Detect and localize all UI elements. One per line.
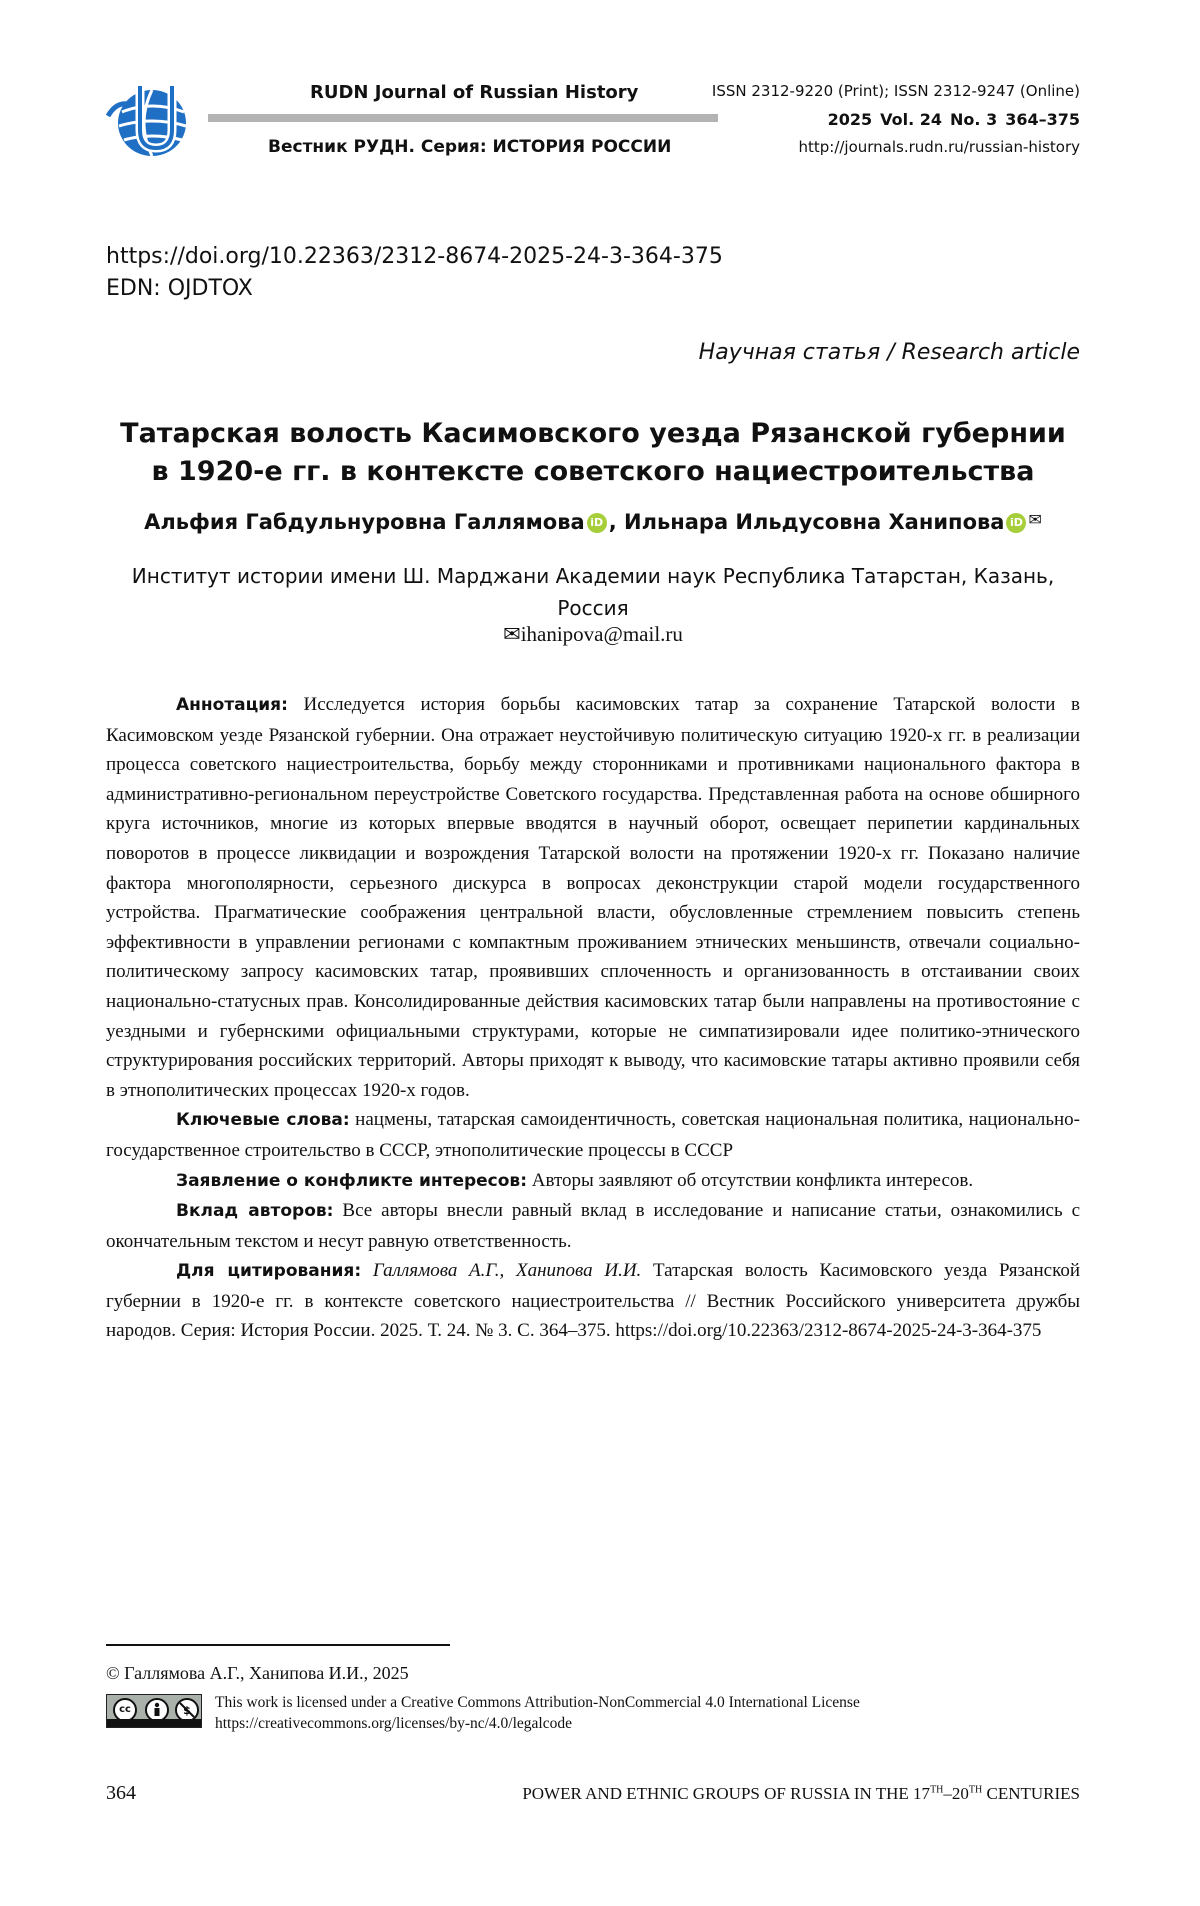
running-title-sup-1: TH — [930, 1784, 943, 1795]
keywords-text: нацмены, татарская самоидентичность, советская национальная политика, национально-государственное строительство в СССР, этнополитические процессы в СССР — [106, 1109, 1080, 1161]
abstract-label: Аннотация: — [176, 695, 288, 715]
keywords-label: Ключевые слова: — [176, 1110, 350, 1130]
abstract-block — [106, 690, 1080, 1346]
conflict-label: Заявление о конфликте интересов: — [176, 1171, 527, 1191]
envelope-icon: ✉ — [1028, 510, 1041, 529]
citation-paragraph — [106, 1256, 1080, 1346]
issue-year: 2025 — [828, 110, 873, 129]
page-number: 364 — [106, 1782, 136, 1805]
issue-pages: 364–375 — [1005, 110, 1080, 129]
author-1: Альфия Габдульнуровна Галлямова — [144, 510, 585, 534]
issue-info — [820, 110, 1080, 129]
copyright: © Галлямова А.Г., Ханипова И.И., 2025 — [106, 1663, 409, 1684]
license-text — [215, 1692, 860, 1734]
globe-logo-icon — [106, 82, 192, 160]
license-link[interactable]: https://creativecommons.org/licenses/by-nc/4.0/legalcode — [215, 1713, 860, 1734]
running-title — [522, 1784, 1080, 1804]
conflict-text: Авторы заявляют об отсутствии конфликта интересов. — [532, 1170, 973, 1191]
conflict-paragraph — [106, 1166, 1080, 1197]
orcid-icon[interactable]: iD — [1006, 513, 1026, 533]
contribution-text: Все авторы внесли равный вклад в исследование и написание статьи, ознакомились с окончательным текстом и несут равную ответственность. — [106, 1200, 1080, 1252]
license-line-1: This work is licensed under a Creative Commons Attribution-NonCommercial 4.0 International License — [215, 1692, 860, 1713]
abstract-text: Исследуется история борьбы касимовских татар за сохранение Татарской волости в Касимовском уезде Рязанской губернии. Она отражает неустойчивую политическую ситуацию 1920-х гг. в реализации процесса советского нациестроительства, борьбу между сторонниками и противниками национального фактора в административно-региональном переустройстве Советского государства. Представленная работа на основе обширного круга источников, многие из которых впервые вводятся в научный оборот, освещает перипетии кардинальных поворотов в процессе ликвидации и возрождения Татарской волости на протяжении 1920-х гг. Показано наличие фактора многополярности, серьезного дискурса в вопросах деконструкции старой модели государственного устройства. Прагматические соображения центральной власти, обусловленные стремлением повысить степень эффективности в управлении регионами с компактным проживанием этнических меньшинств, отвечали социально-политическому запросу касимовских татар, проявивших сплоченность и организованность в отстаивании своих национально-статусных прав. Консолидированные действия касимовских татар были направлены на противостояние с уездными и губернскими официальными структурами, которые не симпатизировали идее политико-этнического структурирования российских территорий. Авторы приходят к выводу, что касимовские татары активно проявили себя в этнополитических процессах 1920-х годов. — [106, 694, 1080, 1101]
citation-label: Для цитирования: — [176, 1261, 361, 1281]
author-2: Ильнара Ильдусовна Ханипова — [624, 510, 1004, 534]
doi-link[interactable]: https://doi.org/10.22363/2312-8674-2025-24-3-364-375 — [106, 244, 723, 269]
abstract-paragraph — [106, 690, 1080, 1105]
citation-text: Татарская волость Касимовского уезда Рязанской губернии в 1920-е гг. в контексте советского нациестроительства // Вестник Российского университета дружбы народов. Серия: История России. 2025. Т. 24. № 3. С. 364–375. https://doi.org/10.22363/2312-8674-2025-24-3-364-375 — [106, 1260, 1080, 1341]
issn: ISSN 2312-9220 (Print); ISSN 2312-9247 (Online) — [712, 82, 1080, 100]
corresponding-email[interactable]: ✉ihanipova@mail.ru — [106, 622, 1080, 647]
running-title-sup-2: TH — [969, 1784, 982, 1795]
edn: EDN: OJDTOX — [106, 276, 253, 301]
cc-badge-strip — [107, 1719, 201, 1727]
journal-title-en: RUDN Journal of Russian History — [310, 82, 638, 103]
affiliation: Институт истории имени Ш. Марджани Академии наук Республика Татарстан, Казань, Россия — [106, 560, 1080, 624]
title-line-1: Татарская волость Касимовского уезда Рязанской губернии — [106, 415, 1080, 453]
keywords-paragraph — [106, 1105, 1080, 1165]
running-title-part-1: POWER AND ETHNIC GROUPS OF RUSSIA IN THE 17 — [522, 1784, 930, 1803]
cc-icon: cc — [113, 1698, 137, 1722]
journal-url[interactable]: http://journals.rudn.ru/russian-history — [798, 138, 1080, 156]
cc-license-badge[interactable] — [106, 1694, 202, 1728]
header-divider — [208, 114, 718, 122]
citation-authors: Галлямова А.Г., Ханипова И.И. — [373, 1260, 641, 1281]
journal-logo — [106, 82, 192, 160]
author-separator: , — [609, 510, 617, 534]
article-type: Научная статья / Research article — [699, 340, 1080, 365]
article-title — [106, 415, 1080, 491]
footnote-rule — [106, 1644, 450, 1646]
running-title-part-2: CENTURIES — [982, 1784, 1080, 1803]
running-title-dash: –20 — [943, 1784, 969, 1803]
issue-volume: Vol. 24 — [880, 110, 942, 129]
title-line-2: в 1920-е гг. в контексте советского нациестроительства — [106, 453, 1080, 491]
orcid-icon[interactable]: iD — [587, 513, 607, 533]
journal-title-ru: Вестник РУДН. Серия: ИСТОРИЯ РОССИИ — [268, 137, 671, 157]
contribution-paragraph — [106, 1196, 1080, 1256]
issue-number: No. 3 — [950, 110, 997, 129]
authors — [106, 510, 1080, 534]
contribution-label: Вклад авторов: — [176, 1201, 333, 1221]
